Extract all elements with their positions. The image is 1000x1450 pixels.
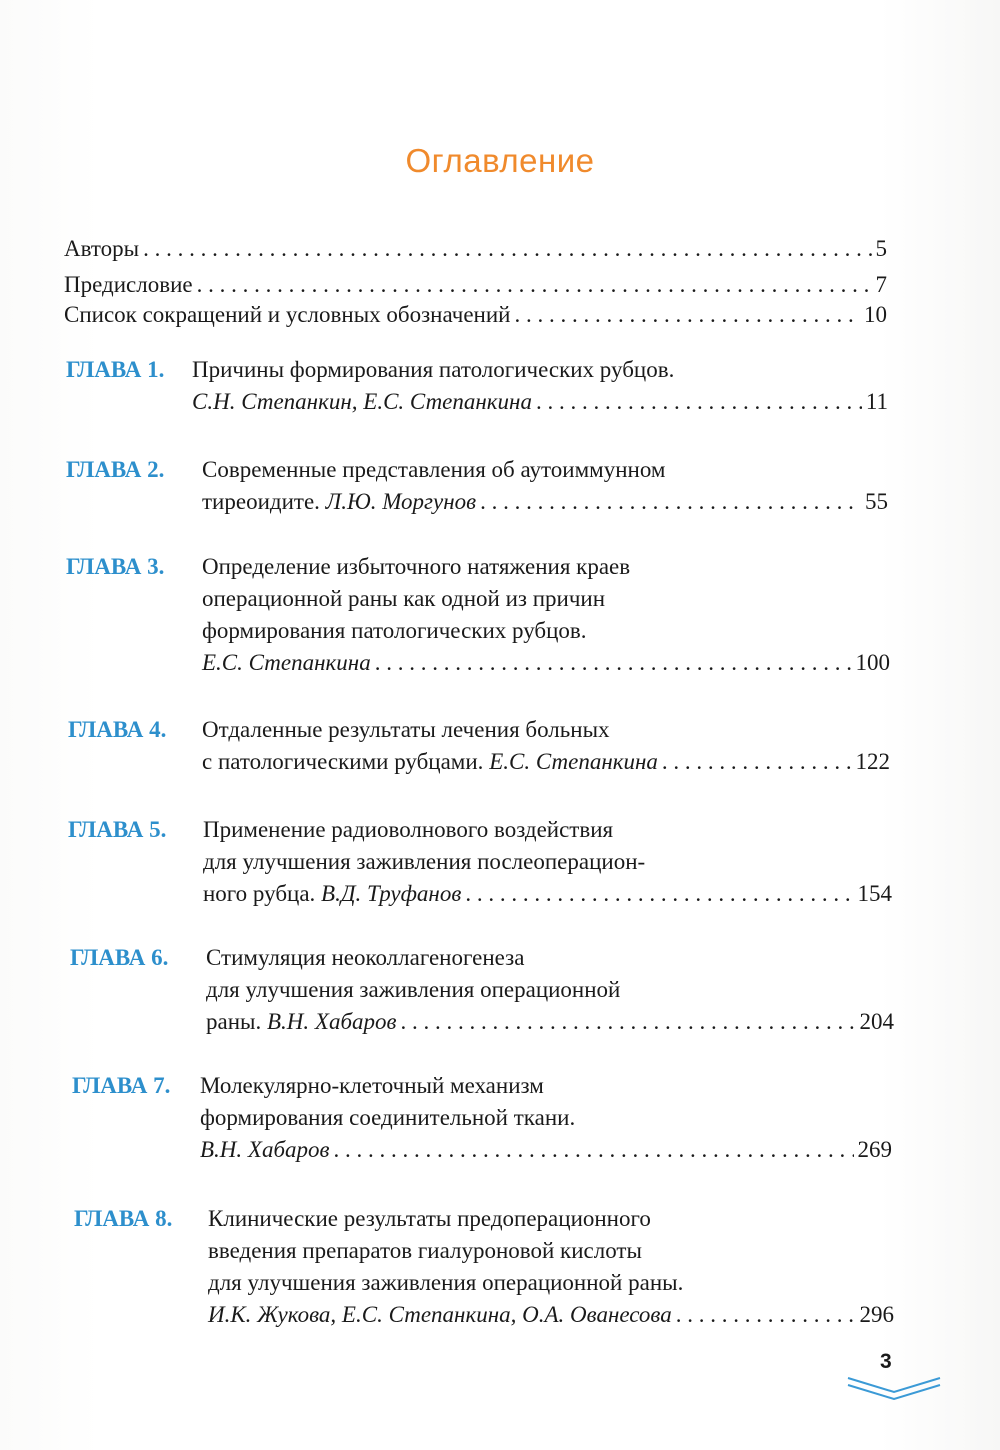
- toc-entry-preface[interactable]: [64, 268, 887, 302]
- chapter-title-tail: тиреоидите.: [202, 489, 320, 514]
- dot-leader: [480, 486, 861, 518]
- chapter-title-line: для улучшения заживления послеоперацион-: [203, 849, 646, 874]
- toc-page-number: 204: [859, 1009, 894, 1034]
- chapter-title-line: Определение избыточного натяжения краев: [202, 554, 631, 579]
- chapter-author-line: [202, 746, 890, 778]
- chapter-authors: В.Д. Труфанов: [321, 881, 462, 906]
- chapter-title-line: операционной раны как одной из причин: [202, 586, 606, 611]
- toc-page-number: 100: [855, 650, 890, 675]
- chapter-author-line: [202, 486, 888, 518]
- dot-leader: [401, 1006, 856, 1038]
- chapter-label: ГЛАВА 5.: [68, 817, 167, 842]
- chapter-label: ГЛАВА 2.: [66, 457, 165, 482]
- toc-page-number: 55: [865, 489, 888, 514]
- chapter-author-text: [206, 1006, 397, 1038]
- toc-entry-authors[interactable]: [64, 232, 887, 266]
- page-title: Оглавление: [405, 142, 595, 179]
- toc-page-number: 11: [865, 389, 888, 414]
- chapter-title-line: Применение радиоволнового воздействия: [203, 817, 614, 842]
- dot-leader: [143, 232, 871, 266]
- toc-page-number: 296: [859, 1302, 894, 1327]
- chapter-author-line: [208, 1299, 894, 1331]
- chapter-author-line: [202, 647, 890, 679]
- chapter-label: ГЛАВА 6.: [70, 945, 169, 970]
- chapter-title-line: формирования патологических рубцов.: [202, 618, 587, 643]
- chapter-body: [202, 714, 890, 778]
- chapter-body: [192, 354, 888, 418]
- chapter-author-text: [208, 1299, 672, 1331]
- chapter-label: ГЛАВА 7.: [72, 1073, 171, 1098]
- chapter-title-line: для улучшения заживления операционной раны.: [208, 1270, 684, 1295]
- chapter-title-tail: с патологическими рубцами.: [202, 749, 484, 774]
- dot-leader: [662, 746, 852, 778]
- chapter-authors: Е.С. Степанкина: [202, 650, 371, 675]
- chapter-authors: Е.С. Степанкина: [489, 749, 658, 774]
- chapter-title-line: для улучшения заживления операционной: [206, 977, 621, 1002]
- chapter-title-line: Современные представления об аутоиммунном: [202, 457, 666, 482]
- chapter-author-text: [192, 386, 532, 418]
- chapter-title-line: Стимуляция неоколлагеногенеза: [206, 945, 525, 970]
- chapter-author-text: [202, 647, 371, 679]
- chapter-label: ГЛАВА 1.: [66, 357, 165, 382]
- toc-entry-text: Авторы: [64, 236, 140, 261]
- dot-leader: [334, 1134, 854, 1166]
- chapter-authors: В.Н. Хабаров: [200, 1137, 330, 1162]
- chapter-authors: Л.Ю. Моргунов: [325, 489, 477, 514]
- chevron-down-icon: [846, 1372, 942, 1400]
- chapter-authors: С.Н. Степанкин, Е.С. Степанкина: [192, 389, 532, 414]
- toc-entry-abbreviations[interactable]: [64, 298, 887, 332]
- chapter-body: [202, 454, 888, 518]
- chapter-title-line: Клинические результаты предоперационного: [208, 1206, 651, 1231]
- chapter-author-text: [200, 1134, 330, 1166]
- toc-page-number: 7: [875, 272, 887, 297]
- chapter-author-line: [206, 1006, 894, 1038]
- chapter-title-line: Причины формирования патологических рубцов.: [192, 357, 675, 382]
- dot-leader: [375, 647, 852, 679]
- chapter-label: ГЛАВА 8.: [74, 1206, 173, 1231]
- chapter-label: ГЛАВА 3.: [66, 554, 165, 579]
- chapter-body: [200, 1070, 892, 1166]
- chapter-authors: И.К. Жукова, Е.С. Степанкина, О.А. Ованесова: [208, 1302, 672, 1327]
- chapter-author-text: [202, 746, 658, 778]
- toc-page-number: 10: [864, 302, 887, 327]
- chapter-author-line: [203, 878, 892, 910]
- chapter-author-line: [192, 386, 888, 418]
- toc-page-number: 122: [855, 749, 890, 774]
- toc-entry-text: Предисловие: [64, 272, 193, 297]
- page-number: 3: [880, 1350, 892, 1373]
- chapter-author-line: [200, 1134, 892, 1166]
- chapter-title-line: Отдаленные результаты лечения больных: [202, 717, 610, 742]
- chapter-author-text: [203, 878, 461, 910]
- chapter-body: [206, 942, 894, 1038]
- dot-leader: [465, 878, 853, 910]
- toc-page-number: 5: [875, 236, 887, 261]
- chapter-body: [208, 1203, 894, 1331]
- dot-leader: [514, 298, 860, 332]
- toc-page-number: 154: [857, 881, 892, 906]
- chapter-title-line: формирования соединительной ткани.: [200, 1105, 576, 1130]
- chapter-title-tail: ного рубца.: [203, 881, 316, 906]
- chapter-author-text: [202, 486, 476, 518]
- toc-entry-text: Список сокращений и условных обозначений: [64, 302, 511, 327]
- chapter-title-tail: раны.: [206, 1009, 262, 1034]
- chapter-authors: В.Н. Хабаров: [266, 1009, 397, 1034]
- chapter-title-line: введения препаратов гиалуроновой кислоты: [208, 1238, 642, 1263]
- dot-leader: [197, 268, 872, 302]
- chapter-body: [203, 814, 892, 910]
- chapter-title-line: Молекулярно-клеточный механизм: [200, 1073, 544, 1098]
- dot-leader: [676, 1299, 856, 1331]
- chapter-label: ГЛАВА 4.: [68, 717, 167, 742]
- chapter-body: [202, 551, 890, 679]
- dot-leader: [536, 386, 862, 418]
- toc-page-number: 269: [857, 1137, 892, 1162]
